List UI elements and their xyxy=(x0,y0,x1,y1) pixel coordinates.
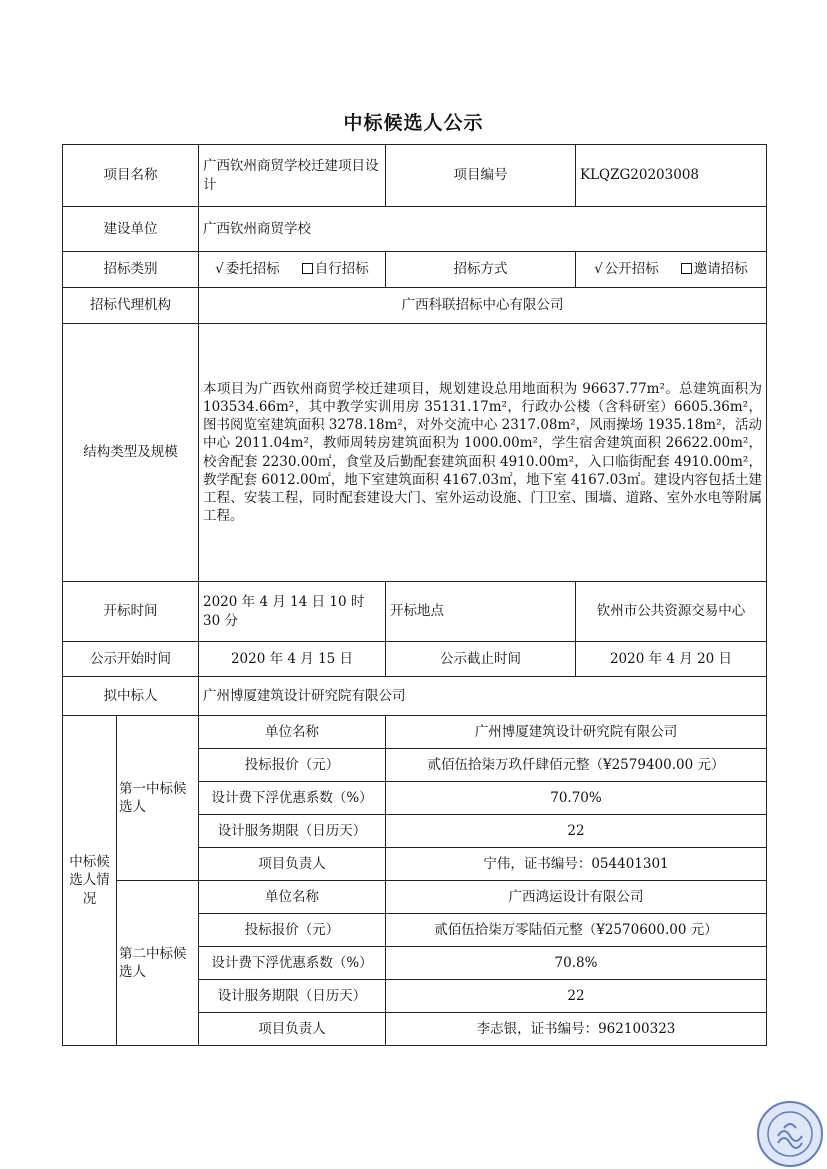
open-time-label: 开标时间 xyxy=(63,582,199,642)
bid-category-options xyxy=(199,252,386,288)
candidate-field-value: 宁伟，证书编号：054401301 xyxy=(386,848,767,881)
publicity-start-value: 2020 年 4 月 15 日 xyxy=(199,642,386,677)
candidate-field-label: 设计服务期限（日历天） xyxy=(199,815,386,848)
candidate-row xyxy=(63,881,767,914)
candidate-field-label: 项目负责人 xyxy=(199,1013,386,1046)
row-scale xyxy=(63,324,767,582)
candidate-field-label: 设计费下浮优惠系数（%） xyxy=(199,947,386,980)
row-open xyxy=(63,582,767,642)
check-mark-icon: √ xyxy=(215,261,224,278)
notice-table xyxy=(62,144,767,1046)
candidate-field-value: 广西鸿运设计有限公司 xyxy=(386,881,767,914)
candidate-field-value: 广州博厦建筑设计研究院有限公司 xyxy=(386,716,767,749)
bid-method-options xyxy=(576,252,767,288)
project-name-value: 广西钦州商贸学校迁建项目设计 xyxy=(199,145,386,207)
candidate-field-label: 单位名称 xyxy=(199,716,386,749)
candidate-field-label: 投标报价（元） xyxy=(199,914,386,947)
candidates-section-label: 中标候选人情况 xyxy=(63,716,117,1046)
candidate-field-value: 贰佰伍拾柒万零陆佰元整（¥2570600.00 元） xyxy=(386,914,767,947)
candidate-field-label: 单位名称 xyxy=(199,881,386,914)
bid-method-label: 招标方式 xyxy=(386,252,576,288)
open-place-value: 钦州市公共资源交易中心 xyxy=(576,582,767,642)
bid-method-option-invite: 邀请招标 xyxy=(693,261,748,278)
open-time-value: 2020 年 4 月 14 日 10 时 30 分 xyxy=(199,582,386,642)
checkbox-empty-icon xyxy=(302,263,313,274)
candidate-rank-label: 第一中标候选人 xyxy=(117,716,199,881)
row-publicity xyxy=(63,642,767,677)
row-bid-category xyxy=(63,252,767,288)
row-builder xyxy=(63,207,767,252)
open-place-label: 开标地点 xyxy=(386,582,576,642)
bid-category-option-self: 自行招标 xyxy=(314,261,369,278)
page-title: 中标候选人公示 xyxy=(343,112,484,134)
candidate-field-value: 李志银，证书编号：962100323 xyxy=(386,1013,767,1046)
winner-label: 拟中标人 xyxy=(63,677,199,716)
seal-stamp-icon xyxy=(754,1098,824,1168)
candidate-field-value: 22 xyxy=(386,980,767,1013)
candidate-field-label: 投标报价（元） xyxy=(199,749,386,782)
publicity-start-label: 公示开始时间 xyxy=(63,642,199,677)
publicity-end-value: 2020 年 4 月 20 日 xyxy=(576,642,767,677)
candidate-field-label: 设计服务期限（日历天） xyxy=(199,980,386,1013)
candidate-field-value: 22 xyxy=(386,815,767,848)
row-winner xyxy=(63,677,767,716)
candidate-field-label: 项目负责人 xyxy=(199,848,386,881)
candidate-field-value: 70.8% xyxy=(386,947,767,980)
candidate-rank-label: 第二中标候选人 xyxy=(117,881,199,1046)
publicity-end-label: 公示截止时间 xyxy=(386,642,576,677)
row-project xyxy=(63,145,767,207)
project-no-value: KLQZG20203008 xyxy=(576,145,767,207)
bid-category-label: 招标类别 xyxy=(63,252,199,288)
scale-label: 结构类型及规模 xyxy=(63,324,199,582)
row-agency xyxy=(63,288,767,324)
builder-label: 建设单位 xyxy=(63,207,199,252)
candidate-field-value: 70.70% xyxy=(386,782,767,815)
candidate-row xyxy=(63,716,767,749)
scale-description: 本项目为广西钦州商贸学校迁建项目，规划建设总用地面积为 96637.77m²。总建筑面积为 103534.66m²，其中教学实训用房 35131.17m²，行政办公楼（含科研室）6605.36m²，图书阅览室建筑面积 3278.18m²，对外交流中心 2317.08m²，风雨操场 1935.18m²，活动中心 2011.04m²，教师周转房建筑面积为 1000.00m²，学生宿舍建筑面积 26622.00m²，校舍配套 2230.00㎡，食堂及后勤配套建筑面积 4910.00m²，入口临街配套 4910.00m²，教学配套 6012.00㎡，地下室建筑面积 4167.03㎡，地下室 4167.03㎡。建设内容包括土建工程、安装工程，同时配套建设大门、室外运动设施、门卫室、围墙、道路、室外水电等附属工程。 xyxy=(199,324,767,582)
winner-value: 广州博厦建筑设计研究院有限公司 xyxy=(199,677,767,716)
agency-label: 招标代理机构 xyxy=(63,288,199,324)
project-no-label: 项目编号 xyxy=(386,145,576,207)
agency-value: 广西科联招标中心有限公司 xyxy=(199,288,767,324)
project-name-label: 项目名称 xyxy=(63,145,199,207)
builder-value: 广西钦州商贸学校 xyxy=(199,207,767,252)
candidate-field-value: 贰佰伍拾柒万玖仟肆佰元整（¥2579400.00 元） xyxy=(386,749,767,782)
check-mark-icon: √ xyxy=(594,261,603,278)
checkbox-empty-icon xyxy=(681,263,692,274)
candidate-field-label: 设计费下浮优惠系数（%） xyxy=(199,782,386,815)
bid-category-option-entrusted: 委托招标 xyxy=(225,261,280,278)
bid-method-option-open: 公开招标 xyxy=(604,261,659,278)
